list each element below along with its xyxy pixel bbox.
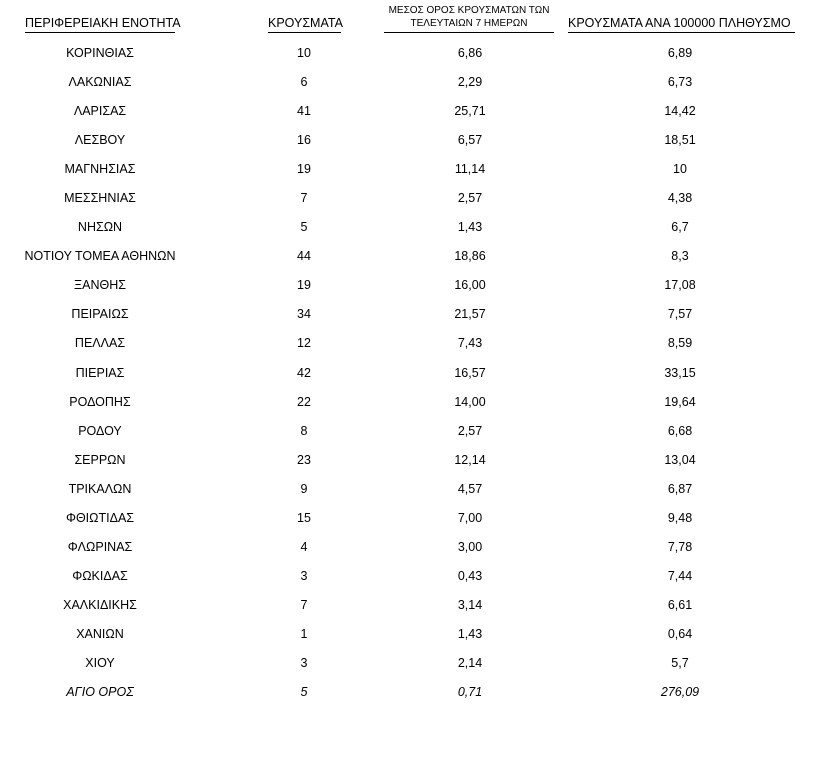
table-body bbox=[0, 39, 828, 707]
cases-cell: 1 bbox=[300, 626, 308, 641]
cases-per-100k-cell: 0,64 bbox=[667, 626, 693, 641]
cases-cell: 19 bbox=[297, 162, 311, 177]
table-row bbox=[0, 126, 828, 155]
region-cell: ΦΛΩΡΙΝΑΣ bbox=[67, 539, 133, 554]
cases-per-100k-cell: 9,48 bbox=[667, 510, 693, 525]
cases-per-100k-cell: 8,3 bbox=[671, 249, 689, 264]
seven-day-average-cell: 2,57 bbox=[457, 191, 483, 206]
cases-per-100k-cell: 8,59 bbox=[667, 336, 693, 351]
seven-day-average-cell: 0,43 bbox=[457, 568, 483, 583]
header-underline bbox=[384, 32, 554, 33]
column-header-per-100k: ΚΡΟΥΣΜΑΤΑ ΑΝΑ 100000 ΠΛΗΘΥΣΜΟ bbox=[568, 16, 791, 30]
table-row bbox=[0, 155, 828, 184]
region-cell: ΤΡΙΚΑΛΩΝ bbox=[68, 481, 132, 496]
region-cell: ΜΑΓΝΗΣΙΑΣ bbox=[64, 162, 136, 177]
seven-day-average-cell: 3,00 bbox=[457, 539, 483, 554]
seven-day-average-cell: 4,57 bbox=[457, 481, 483, 496]
seven-day-average-cell: 11,14 bbox=[454, 162, 486, 177]
table-row bbox=[0, 359, 828, 388]
header-underline bbox=[568, 32, 795, 33]
table-row bbox=[0, 242, 828, 271]
region-cell: ΝΟΤΙΟΥ ΤΟΜΕΑ ΑΘΗΝΩΝ bbox=[24, 249, 176, 264]
cases-per-100k-cell: 6,68 bbox=[667, 423, 693, 438]
cases-per-100k-cell: 7,78 bbox=[667, 539, 693, 554]
table-row bbox=[0, 39, 828, 68]
seven-day-average-cell: 7,00 bbox=[457, 510, 483, 525]
cases-cell: 34 bbox=[297, 307, 311, 322]
table-row bbox=[0, 97, 828, 126]
region-cell: ΧΑΝΙΩΝ bbox=[76, 626, 124, 641]
region-cell: ΣΕΡΡΩΝ bbox=[74, 452, 126, 467]
seven-day-average-cell: 6,57 bbox=[457, 133, 483, 148]
cases-per-100k-cell: 17,08 bbox=[664, 278, 696, 293]
cases-cell: 44 bbox=[297, 249, 311, 264]
table-row bbox=[0, 388, 828, 417]
region-cell: ΠΙΕΡΙΑΣ bbox=[75, 365, 125, 380]
cases-per-100k-cell: 13,04 bbox=[664, 452, 696, 467]
region-cell: ΠΕΛΛΑΣ bbox=[74, 336, 126, 351]
cases-per-100k-cell: 7,57 bbox=[667, 307, 693, 322]
table-row bbox=[0, 533, 828, 562]
table-row bbox=[0, 417, 828, 446]
table-row bbox=[0, 329, 828, 358]
cases-per-100k-cell: 6,73 bbox=[667, 75, 693, 90]
seven-day-average-cell: 7,43 bbox=[457, 336, 483, 351]
region-cell: ΧΙΟΥ bbox=[85, 655, 115, 670]
region-cell: ΞΑΝΘΗΣ bbox=[74, 278, 126, 293]
region-cell: ΡΟΔΟΠΗΣ bbox=[69, 394, 131, 409]
cases-cell: 8 bbox=[300, 423, 308, 438]
seven-day-average-cell: 18,86 bbox=[454, 249, 486, 264]
seven-day-average-cell: 2,57 bbox=[457, 423, 483, 438]
seven-day-average-cell: 1,43 bbox=[457, 220, 483, 235]
table-header bbox=[0, 0, 828, 36]
table-row bbox=[0, 562, 828, 591]
column-header-cases: ΚΡΟΥΣΜΑΤΑ bbox=[268, 16, 343, 30]
cases-per-100k-cell: 4,38 bbox=[667, 191, 693, 206]
seven-day-average-cell: 3,14 bbox=[457, 597, 483, 612]
cases-per-100k-cell: 14,42 bbox=[664, 104, 696, 119]
cases-per-100k-cell: 7,44 bbox=[667, 568, 693, 583]
cases-cell: 7 bbox=[300, 191, 308, 206]
region-cell: ΡΟΔΟΥ bbox=[78, 423, 122, 438]
cases-cell: 3 bbox=[300, 655, 308, 670]
cases-cell: 10 bbox=[297, 46, 311, 60]
cases-cell: 16 bbox=[297, 133, 311, 148]
cases-cell: 3 bbox=[300, 568, 308, 583]
column-header-7day-average: ΜΕΣΟΣ ΟΡΟΣ ΚΡΟΥΣΜΑΤΩΝ ΤΩΝ ΤΕΛΕΥΤΑΙΩΝ 7 ΗΜΕΡΩΝ bbox=[388, 5, 550, 29]
table-row bbox=[0, 504, 828, 533]
table-row bbox=[0, 446, 828, 475]
seven-day-average-cell: 16,57 bbox=[454, 365, 486, 380]
seven-day-average-cell: 25,71 bbox=[454, 104, 486, 119]
seven-day-average-cell: 12,14 bbox=[454, 452, 486, 467]
cases-per-100k-cell: 10 bbox=[673, 162, 687, 177]
seven-day-average-cell: 2,14 bbox=[457, 655, 483, 670]
cases-per-100k-cell: 19,64 bbox=[664, 394, 696, 409]
cases-per-100k-cell: 33,15 bbox=[664, 365, 696, 380]
seven-day-average-cell: 2,29 bbox=[457, 75, 483, 90]
table-row bbox=[0, 620, 828, 649]
cases-per-100k-cell: 18,51 bbox=[664, 133, 696, 148]
cases-cell: 23 bbox=[297, 452, 311, 467]
region-cell: ΚΟΡΙΝΘΙΑΣ bbox=[66, 46, 134, 60]
column-header-region: ΠΕΡΙΦΕΡΕΙΑΚΗ ΕΝΟΤΗΤΑ bbox=[25, 16, 181, 30]
cases-cell: 12 bbox=[297, 336, 311, 351]
table-row bbox=[0, 68, 828, 97]
cases-cell: 6 bbox=[300, 75, 308, 90]
cases-cell: 22 bbox=[297, 394, 311, 409]
table-row bbox=[0, 300, 828, 329]
cases-cell: 5 bbox=[300, 220, 308, 235]
region-cell: ΑΓΙΟ ΟΡΟΣ bbox=[66, 685, 134, 700]
cases-per-100k-cell: 6,87 bbox=[667, 481, 693, 496]
region-cell: ΝΗΣΩΝ bbox=[77, 220, 123, 235]
seven-day-average-cell: 6,86 bbox=[457, 46, 483, 60]
cases-cell: 19 bbox=[297, 278, 311, 293]
cases-cell: 5 bbox=[300, 685, 308, 700]
region-cell: ΠΕΙΡΑΙΩΣ bbox=[71, 307, 129, 322]
table-row bbox=[0, 475, 828, 504]
header-underline bbox=[25, 32, 175, 33]
region-cell: ΛΑΡΙΣΑΣ bbox=[73, 104, 127, 119]
seven-day-average-cell: 21,57 bbox=[454, 307, 486, 322]
region-cell: ΧΑΛΚΙΔΙΚΗΣ bbox=[63, 597, 137, 612]
cases-per-100k-cell: 6,89 bbox=[667, 46, 693, 60]
region-cell: ΛΑΚΩΝΙΑΣ bbox=[68, 75, 132, 90]
cases-cell: 9 bbox=[300, 481, 308, 496]
cases-per-100k-cell: 276,09 bbox=[660, 685, 700, 700]
table-row bbox=[0, 678, 828, 707]
table-row bbox=[0, 649, 828, 678]
cases-cell: 42 bbox=[297, 365, 311, 380]
seven-day-average-cell: 1,43 bbox=[457, 626, 483, 641]
cases-per-100k-cell: 6,7 bbox=[671, 220, 689, 235]
seven-day-average-cell: 14,00 bbox=[454, 394, 486, 409]
region-cell: ΛΕΣΒΟΥ bbox=[74, 133, 126, 148]
cases-cell: 4 bbox=[300, 539, 308, 554]
header-underline bbox=[268, 32, 341, 33]
cases-cell: 15 bbox=[297, 510, 311, 525]
table-row bbox=[0, 184, 828, 213]
table-row bbox=[0, 591, 828, 620]
region-cell: ΦΘΙΩΤΙΔΑΣ bbox=[65, 510, 135, 525]
seven-day-average-cell: 16,00 bbox=[454, 278, 486, 293]
cases-per-100k-cell: 5,7 bbox=[671, 655, 689, 670]
table-row bbox=[0, 271, 828, 300]
cases-per-100k-cell: 6,61 bbox=[667, 597, 693, 612]
region-cell: ΦΩΚΙΔΑΣ bbox=[72, 568, 128, 583]
cases-cell: 41 bbox=[297, 104, 311, 119]
cases-cell: 7 bbox=[300, 597, 308, 612]
region-cell: ΜΕΣΣΗΝΙΑΣ bbox=[64, 191, 136, 206]
table-row bbox=[0, 213, 828, 242]
seven-day-average-cell: 0,71 bbox=[457, 685, 483, 700]
